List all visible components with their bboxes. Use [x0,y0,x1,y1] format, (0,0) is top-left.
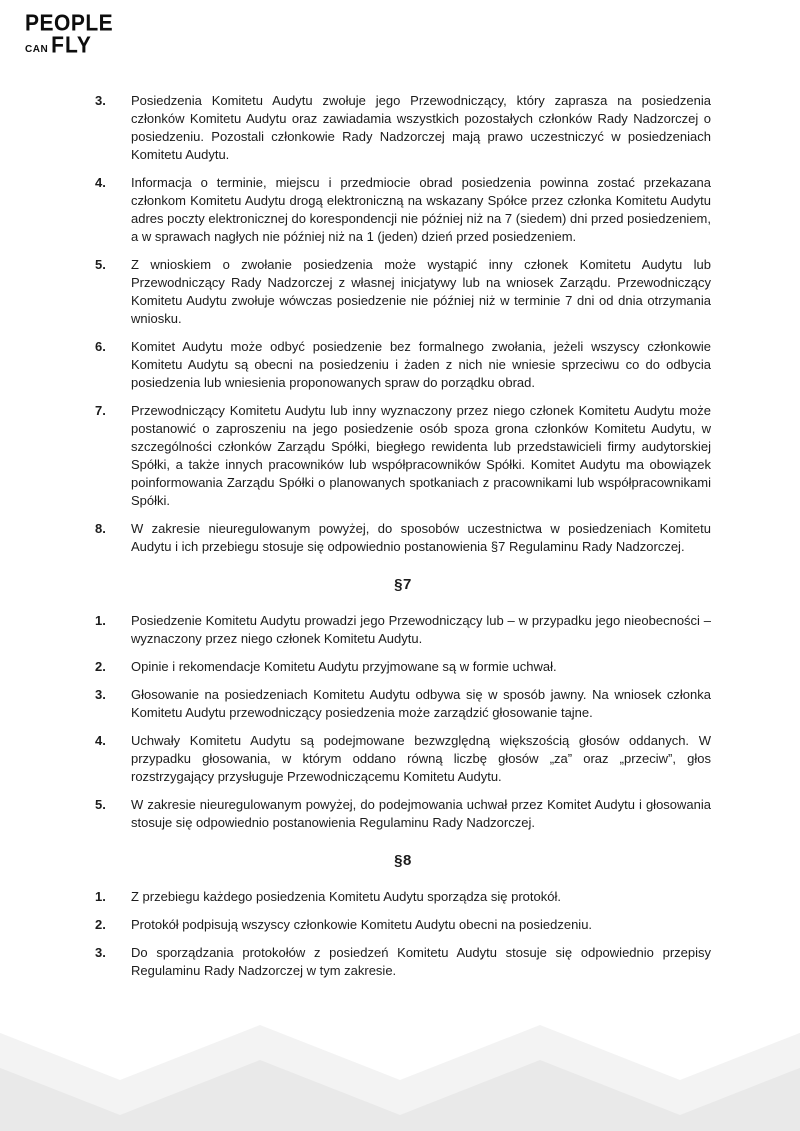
list-item-number: 5. [95,257,106,272]
list-item [95,888,711,906]
list-item-number: 4. [95,175,106,190]
list-item-number: 3. [95,945,106,960]
list-item-text: Posiedzenia Komitetu Audytu zwołuje jego Przewodniczący, który zaprasza na posiedzenia członków Komitetu Audytu oraz zawiadamia wszystkich pozostałych członków Rady Nadzorczej o posiedzeniu. Pozostali członkowie Rady Nadzorczej mają prawo uczestniczyć w posiedzeniach Komitetu Audytu. [131,93,711,162]
list-item-number: 3. [95,93,106,108]
list-item-text: W zakresie nieuregulowanym powyżej, do sposobów uczestnictwa w posiedzeniach Komitetu Audytu i ich przebiegu stosuje się odpowiednio postanowienia §7 Regulaminu Rady Nadzorczej. [131,521,711,554]
list-item [95,520,711,556]
list-item-number: 1. [95,889,106,904]
list-item-text: Uchwały Komitetu Audytu są podejmowane bezwzględną większością głosów oddanych. W przypadku głosowania, w którym oddano równą liczbę głosów „za” oraz „przeciw”, głos rozstrzygający przysługuje Przewodniczącemu Komitetu Audytu. [131,733,711,784]
list-item [95,256,711,328]
list-item [95,658,711,676]
list-item-text: Z wnioskiem o zwołanie posiedzenia może wystąpić inny członek Komitetu Audytu lub Przewodniczący Rady Nadzorczej z własnej inicjatywy lub na wniosek Zarządu. Przewodniczący Komitetu Audytu zwołuje wówczas posiedzenie nie później niż w terminie 7 dni od dnia otrzymania wniosku. [131,257,711,326]
people-can-fly-logo [25,12,113,57]
logo-text-fly: FLY [51,33,92,59]
list-item-number: 8. [95,521,106,536]
list-item [95,686,711,722]
list-item-text: Opinie i rekomendacje Komitetu Audytu przyjmowane są w formie uchwał. [131,659,557,674]
section-heading: §8 [394,852,412,869]
list-item-number: 1. [95,613,106,628]
list-item-text: Z przebiegu każdego posiedzenia Komitetu Audytu sporządza się protokół. [131,889,561,904]
list-item-text: Do sporządzania protokołów z posiedzeń Komitetu Audytu stosuje się odpowiednio przepisy Regulaminu Rady Nadzorczej w tym zakresie. [131,945,711,978]
list-item-number: 3. [95,687,106,702]
list-item-number: 2. [95,659,106,674]
list-item-text: Informacja o terminie, miejscu i przedmiocie obrad posiedzenia powinna zostać przekazana członkom Komitetu Audytu drogą elektroniczną na wskazany Spółce przez członka Komitetu Audytu adres poczty elektronicznej do korespondencji nie później niż na 7 (siedem) dni przed posiedzeniem, a w sprawach nagłych nie później niż na 1 (jeden) dzień przed posiedzeniem. [131,175,711,244]
list-item [95,338,711,392]
list-item-text: W zakresie nieuregulowanym powyżej, do podejmowania uchwał przez Komitet Audytu i głosowania stosuje się odpowiednio postanowienia Regulaminu Rady Nadzorczej. [131,797,711,830]
list-item-number: 6. [95,339,106,354]
logo-text-can: CAN [25,44,49,55]
list-item-text: Protokół podpisują wszyscy członkowie Komitetu Audytu obecni na posiedzeniu. [131,917,593,932]
list-item-text: Komitet Audytu może odbyć posiedzenie bez formalnego zwołania, jeżeli wszyscy członkowie Komitetu Audytu są obecni na posiedzeniu i żaden z nich nie wniesie sprzeciwu co do odbycia posiedzenia lub wniesienia proponowanych spraw do porządku obrad. [131,339,711,390]
section-heading: §7 [394,576,412,593]
list-item-number: 4. [95,733,106,748]
list-item [95,612,711,648]
logo-text-people: PEOPLE [25,10,114,36]
list-item [95,944,711,980]
list-item-number: 2. [95,917,106,932]
list-item [95,174,711,246]
list-item [95,402,711,510]
list-item [95,92,711,164]
list-item-text: Przewodniczący Komitetu Audytu lub inny wyznaczony przez niego członek Komitetu Audytu może postanowić o zaproszeniu na jego posiedzenie osób spoza grona członków Komitetu Audytu, w szczególności członków Zarządu Spółki, biegłego rewidenta lub przedstawicieli firmy audytorskiej Spółki, a także innych pracowników lub współpracowników Spółki. Komitet Audytu ma obowiązek poinformowania Zarządu Spółki o planowanych spotkaniach z pracownikami lub współpracownikami Spółki. [131,403,711,508]
list-item-text: Głosowanie na posiedzeniach Komitetu Audytu odbywa się w sposób jawny. Na wniosek członka Komitetu Audytu przewodniczący posiedzenia może zarządzić głosowanie tajne. [131,687,711,720]
list-item [95,796,711,832]
list-item [95,732,711,786]
list-item [95,916,711,934]
list-item-number: 5. [95,797,106,812]
document-body [95,92,711,990]
list-item-text: Posiedzenie Komitetu Audytu prowadzi jego Przewodniczący lub – w przypadku jego nieobecności – wyznaczony przez niego członek Komitetu Audytu. [131,613,711,646]
list-item-number: 7. [95,403,106,418]
zigzag-decoration [0,1020,800,1131]
